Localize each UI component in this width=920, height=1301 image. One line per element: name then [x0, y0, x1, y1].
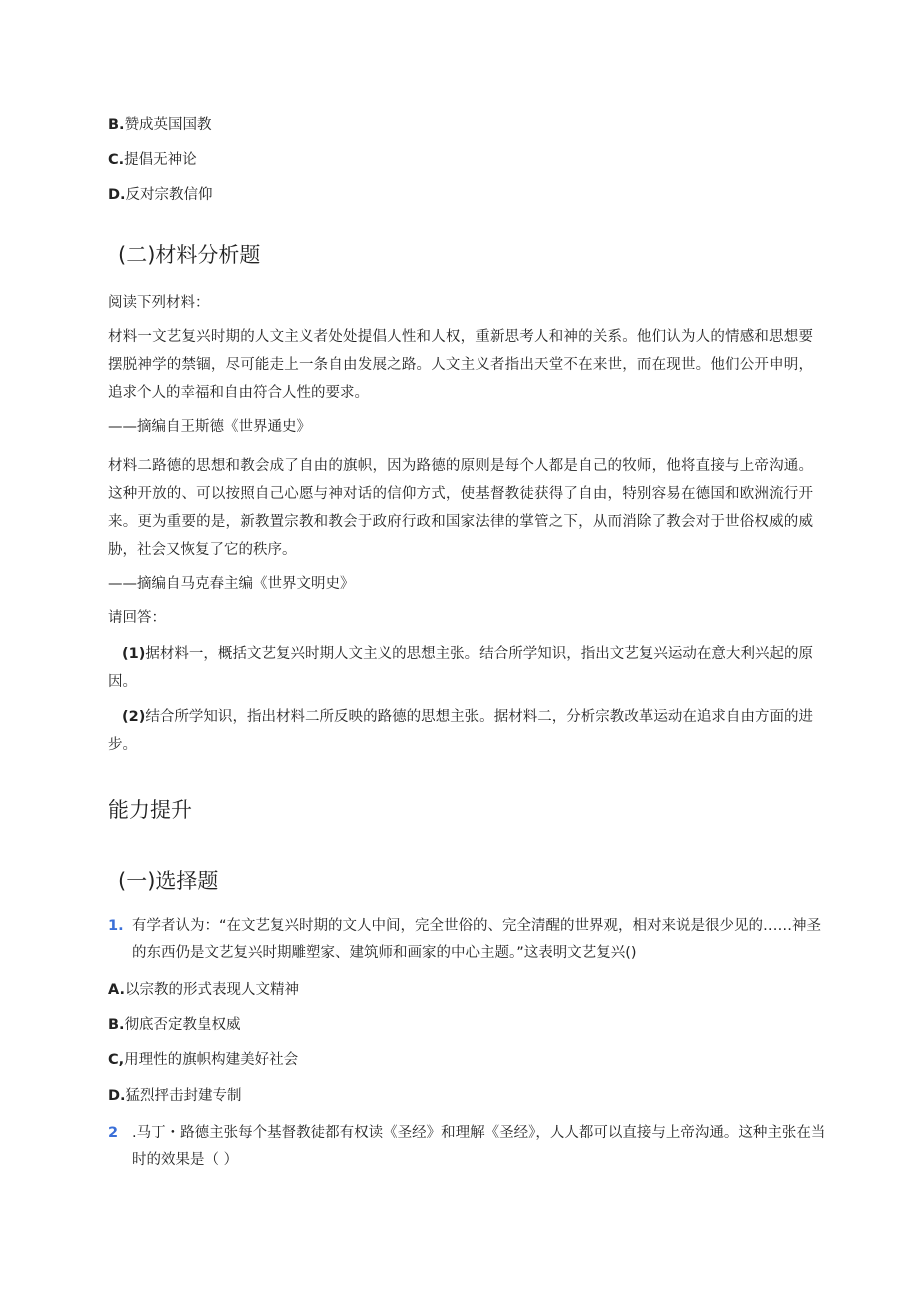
sub-question-2-num: (2): [122, 709, 146, 725]
q1-option-b: B.彻底否定教皇权威: [108, 1017, 241, 1033]
question-1-number: 1.: [108, 918, 124, 934]
ability-title: 能力提升: [108, 798, 192, 822]
q1-option-d: D.猛烈抨击封建专制: [108, 1088, 242, 1104]
source-one: ——摘编自王斯德《世界通史》: [108, 419, 311, 435]
sub-question-2: [108, 703, 813, 759]
q1-option-c: C,用理性的旗帜构建美好社会: [108, 1052, 299, 1068]
sub-question-1-num: (1): [122, 646, 146, 662]
material-one: 材料一文艺复兴时期的人文主义者处处提倡人性和人权，重新思考人和神的关系。他们认为人的情感和思想要摆脱神学的禁锢，尽可能走上一条自由发展之路。人文主义者指出天堂不在来世，而在现世。他们公开申明，追求个人的幸福和自由符合人性的要求。: [108, 329, 813, 401]
material-two: 材料二路德的思想和教会成了自由的旗帜，因为路德的原则是每个人都是自己的牧师，他将直接与上帝沟通。这种开放的、可以按照自己心愿与神对话的信仰方式，使基督教徒获得了自由，特别容易在德国和欧洲流行开来。更为重要的是，新教置宗教和教会于政府行政和国家法律的掌管之下，从而消除了教会对于世俗权威的威胁，社会又恢复了它的秩序。: [108, 458, 813, 558]
section-heading-choice: (一)选择题: [118, 869, 219, 893]
question-2-number: 2: [108, 1125, 119, 1141]
sub-question-1: [108, 640, 813, 696]
question-1-text: 有学者认为：“在文艺复兴时期的文人中间，完全世俗的、完全清醒的世界观，相对来说是很少见的……神圣的东西仍是文艺复兴时期雕塑家、建筑师和画家的中心主题。”这表明文艺复兴(): [132, 918, 822, 961]
intro-text: 阅读下列材料：: [108, 295, 210, 311]
sub-question-2-text: 结合所学知识，指出材料二所反映的路德的思想主张。据材料二，分析宗教改革运动在追求自由方面的进步。: [108, 709, 813, 753]
option-d: D.反对宗教信仰: [108, 187, 213, 203]
question-1: [108, 913, 832, 967]
ask-text: 请回答：: [108, 610, 166, 626]
sub-question-1-text: 据材料一，概括文艺复兴时期人文主义的思想主张。结合所学知识，指出文艺复兴运动在意大利兴起的原因。: [108, 646, 813, 690]
option-b: B.赞成英国国教: [108, 117, 212, 133]
q1-option-a: A.以宗教的形式表现人文精神: [108, 982, 299, 998]
question-2: [108, 1120, 832, 1174]
source-two: ——摘编自马克春主编《世界文明史》: [108, 576, 355, 592]
section-heading-material: (二)材料分析题: [118, 243, 261, 267]
question-2-text: .马丁・路德主张每个基督教徒都有权读《圣经》和理解《圣经》，人人都可以直接与上帝沟通。这种主张在当时的效果是（ ）: [132, 1125, 826, 1168]
option-c: C.提倡无神论: [108, 152, 197, 168]
